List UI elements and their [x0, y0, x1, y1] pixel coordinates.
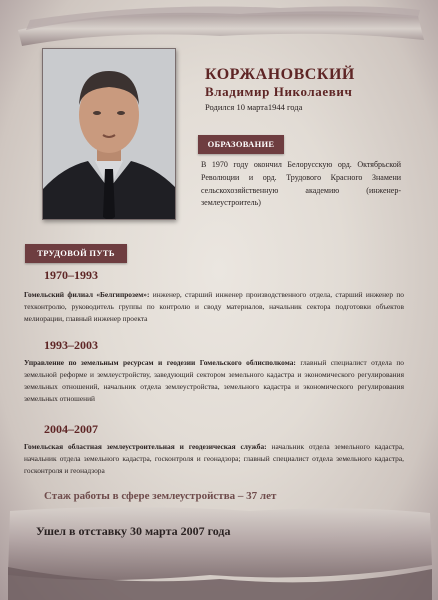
organization-name: Управление по земельным ресурсам и геодезии Гомельского облисполкома:: [24, 358, 296, 367]
period-description: [24, 289, 404, 325]
period-description: [24, 357, 404, 405]
positions-text: инженер, старший инженер производственного отдела, старший инженер по техконтролю, руководитель группы по контролю и своду материалов, начальник сектора подготовки объектов мелиорации, главный инженер проекта: [24, 290, 404, 323]
organization-name: Гомельский филиал «Белгипрозем»:: [24, 290, 150, 299]
first-patronymic: Владимир Николаевич: [205, 84, 353, 99]
period-description: [24, 441, 404, 477]
period-years: 2004–2007: [44, 422, 98, 436]
positions-text: главный специалист отдела по земельной реформе и землеустройству, заведующий сектором земельного кадастра и экономического регулирования земельных отношений, начальник отдела землеустройства, земельного кадастра и экономического регулирования земельных отношений: [24, 358, 404, 403]
experience-summary: Стаж работы в сфере землеустройства – 37 лет: [44, 490, 277, 502]
birth-date: Родился 10 марта1944 года: [205, 102, 303, 112]
last-name: КОРЖАНОВСКИЙ: [205, 66, 355, 83]
career-label: ТРУДОВОЙ ПУТЬ: [25, 244, 127, 263]
education-text: В 1970 году окончил Белорусскую орд. Октябрьской Революции и орд. Трудового Красного Знамени сельскохозяйственную академию (инженер-землеустроитель): [201, 160, 401, 208]
positions-text: начальник отдела земельного кадастра, начальник отдела земельного кадастра, госконтроля и геонадзора; главный специалист отдела земельного кадастра, госконтроля и геонадзора: [24, 442, 405, 475]
portrait-photo: [42, 48, 176, 220]
period-years: 1970–1993: [44, 268, 98, 282]
period-years: 1993–2003: [44, 338, 98, 352]
organization-name: Гомельская областная землеустроительная и геодезическая служба:: [24, 442, 267, 451]
scroll-bottom-decoration: [0, 505, 438, 600]
education-label: ОБРАЗОВАНИЕ: [198, 135, 284, 154]
retirement-note: Ушел в отставку 30 марта 2007 года: [36, 524, 231, 538]
